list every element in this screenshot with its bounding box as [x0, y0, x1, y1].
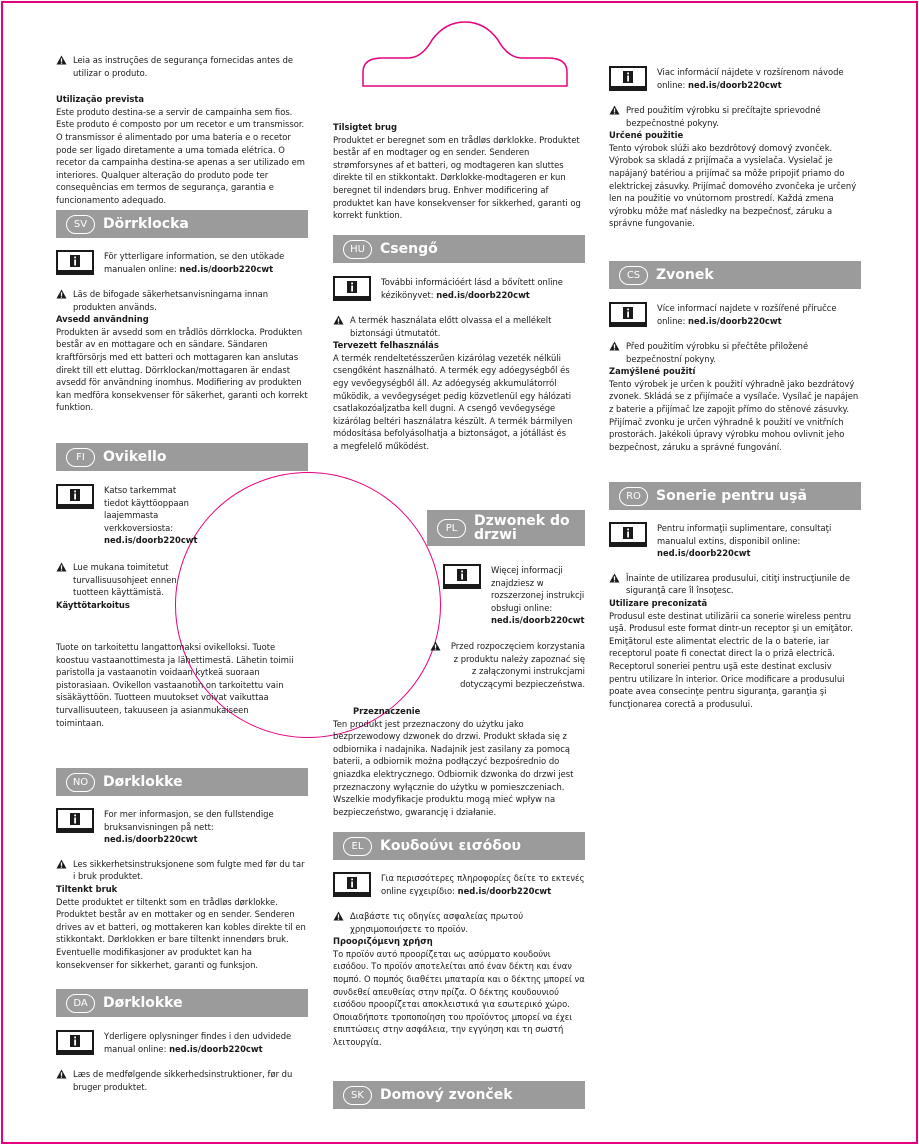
- sv-content: [56, 244, 308, 414]
- cs-content: [609, 296, 861, 453]
- warning-block: [333, 314, 585, 339]
- warning-text: A termék használata előtt olvassa el a mellékelt biztonsági útmutatót.: [350, 315, 552, 338]
- intended-use-text: Το προϊόν αυτό προορίζεται ως ασύρματο κουδούνι εισόδου. Το προϊόν αποτελείται από έναν δέκτη και έναν πομπό. Ο πομπός διαθέτει μπαταρία και ο δέκτης μπορεί να συνδεθεί απευθείας στην πρίζα. Ο δέκτης κουδουνιού εισόδου προορίζεται αποκλειστικά για εσωτερικό χώρο. Οποιαδήποτε τροποποίηση του προϊόντος μπορεί να έχει επιπτώσεις στην ασφάλεια, την εγγύηση και τη σωστή λειτουργία.: [333, 948, 585, 1047]
- intended-use-text: Produktet er beregnet som en trådløs dørklokke. Produktet består af en modtager og en sender. Senderen strømforsynes af et batteri, og modtageren kan sluttes direkte til en stikkontakt. Dørklokke-modtageren er kun beregnet til indendørs brug. Enhver modificering af produktet kan have konsekvenser for sikkerhed, garanti og korrekt funktion.: [333, 134, 581, 221]
- intended-use-text: Este produto destina-se a servir de campainha sem fios. Este produto é composto por um recetor e um transmissor. O transmissor é alimentado por uma bateria e o recetor pode ser ligado diretamente a uma tomada elétrica. O recetor da campainha destina-se apenas a ser utilizado em interiores. Qualquer alteração do produto pode ter consequências em termos de segurança, garantia e funcionamento adequado.: [56, 106, 305, 205]
- section-title: Zvonek: [656, 267, 714, 283]
- info-text: Pentru informaţii suplimentare, consultaţi manualul extins, disponibil online: ned.is/doorb220cwt: [657, 523, 832, 559]
- section-title: Dzwonek do drzwi: [474, 513, 570, 543]
- warning-triangle-icon: [56, 562, 67, 572]
- section-title: Sonerie pentru uşă: [656, 488, 807, 504]
- info-block: [609, 522, 861, 560]
- intended-use-title: Utilização prevista: [56, 94, 145, 105]
- section-header-no: [56, 768, 308, 796]
- warning-text: Läs de bifogade säkerhetsanvisningarna innan produkten används.: [73, 289, 269, 312]
- info-text: További információért lásd a bővített online kézikönyvet: ned.is/doorb220cwt: [381, 277, 563, 300]
- section-header-pl: [427, 510, 585, 546]
- info-text: Viac informácií nájdete v rozšírenom návode online: ned.is/doorb220cwt: [657, 67, 844, 90]
- warning-block: [56, 561, 196, 599]
- info-block: [56, 250, 308, 276]
- language-badge: RO: [619, 487, 648, 506]
- monitor-info-icon: [56, 484, 94, 510]
- intended-use-title: Przeznaczenie: [353, 706, 421, 716]
- warning-triangle-icon: [609, 341, 620, 351]
- language-badge: FI: [66, 448, 95, 467]
- intended-use-text: Produsul este destinat utilizării ca sonerie wireless pentru uşă. Produsul este format dintr-un receptor şi un emiţător. Emiţătorul este alimentat electric de la o baterie, iar receptorul poate fi conectat direct la o priză electrică. Receptorul soneriei pentru uşă este destinat exclusiv pentru utilizare în interior. Orice modificare a produsului poate avea consecinţe pentru siguranţa, garanţia şi funcţionarea corectă a produsului.: [609, 610, 853, 709]
- pl-intended: [333, 705, 585, 818]
- intended-use-title: Προοριζόμενη χρήση: [333, 936, 433, 947]
- warning-text: Les sikkerhetsinstruksjonene som fulgte med før du tar i bruk produktet.: [73, 858, 305, 882]
- monitor-info-icon: [333, 276, 371, 302]
- intended-use-text: Tento výrobok slúži ako bezdrôtový domový zvonček. Výrobok sa skladá z prijímača a vysielača. Vysielač je napájaný batériou a prijímač sa môže pripojiť priamo do elektrickej zásuvky. Prijímač domového zvončeka je určený len na použitie vo vnútornom prostredí. Každá zmena výrobku môže mať následky na bezpečnosť, záruku a správne fungovanie.: [609, 142, 857, 229]
- warning-triangle-icon: [333, 315, 344, 325]
- pt-warning: [56, 54, 308, 79]
- section-title: Κουδούνι εισόδου: [380, 838, 521, 854]
- manual-url: ned.is/doorb220cwt: [169, 1043, 263, 1054]
- warning-text: Leia as instruções de segurança fornecidas antes de utilizar o produto.: [73, 55, 294, 78]
- fi-content: [56, 478, 196, 611]
- warning-text: Læs de medfølgende sikkerhedsinstruktioner, før du bruger produktet.: [73, 1069, 293, 1092]
- language-badge: SV: [66, 215, 95, 234]
- warning-triangle-icon: [56, 289, 67, 299]
- intended-use-text: Produkten är avsedd som en trådlös dörrklocka. Produkten består av en mottagare och en sändare. Sändaren kraftförsörjs med ett batteri och mottagaren kan anslutas direkt till ett eluttag. Dörrklockan/mottagaren är endast avsedd för användning inomhus. Modifiering av produkten kan medföra konsekvenser för säkerhet, garanti och korrekt funktion.: [56, 326, 308, 413]
- manual-url: ned.is/doorb220cwt: [688, 315, 782, 326]
- el-content: [333, 866, 585, 1049]
- intended-use-text: Dette produktet er tiltenkt som en trådløs dørklokke. Produktet består av en mottaker og en sender. Senderen drives av et batteri, og mottakeren kan kobles direkte til en stikkontakt. Dørklokken er bare tiltenkt innendørs bruk. Eventuelle modifikasjoner av produktet kan ha konsekvenser for sikkerhet, garanti og funksjon.: [56, 896, 306, 970]
- monitor-info-icon: [609, 522, 647, 548]
- pl-info: [443, 564, 585, 627]
- intended-use-title: Käyttötarkoitus: [56, 599, 130, 610]
- hu-content: [333, 270, 585, 453]
- section-title: Dørklokke: [103, 774, 183, 790]
- language-badge: SK: [343, 1086, 372, 1105]
- manual-url: ned.is/doorb220cwt: [104, 834, 198, 845]
- intended-use-text: Tuote on tarkoitettu langattomaksi ovikelloksi. Tuote koostuu vastaanottimesta ja lähettimestä. Lähetin toimii paristolla ja vastaanotin voidaan kytkeä suoraan pistorasiaan. Ovikellon vastaanotin on tarkoitettu vain sisäkäyttöön. Tuotteen muutokset voivat vaikuttaa turvallisuuteen, takuuseen ja asianmukaiseen toimintaan.: [56, 642, 294, 728]
- section-header-ro: [609, 482, 861, 510]
- language-badge: EL: [343, 837, 372, 856]
- monitor-info-icon: [609, 302, 647, 328]
- language-badge: DA: [66, 994, 95, 1013]
- section-header-hu: [333, 235, 585, 263]
- manual-url: ned.is/doorb220cwt: [491, 615, 585, 626]
- info-text: For mer informasjon, se den fullstendige bruksanvisningen på nett: ned.is/doorb220cwt: [104, 809, 274, 845]
- warning-triangle-icon: [56, 1069, 67, 1079]
- cloud-cutout-outline: [360, 20, 570, 90]
- section-header-sv: [56, 210, 308, 238]
- language-badge: PL: [437, 519, 466, 538]
- monitor-info-icon: [443, 564, 481, 590]
- warning-text: Před použitím výrobku si přečtěte přiložené bezpečnostní pokyny.: [626, 341, 809, 364]
- pl-warning: [400, 640, 585, 690]
- no-content: [56, 802, 308, 971]
- warning-triangle-icon: [609, 105, 620, 115]
- section-title: Domový zvonček: [380, 1087, 513, 1103]
- warning-block: [609, 340, 861, 365]
- intended-use-title: Určené použitie: [609, 130, 684, 141]
- intended-use-title: Tervezett felhasználás: [333, 340, 439, 351]
- info-text: Katso tarkemmat tiedot käyttöoppaan laajemmasta verkkoversiosta: ned.is/doorb220cwt: [104, 485, 198, 546]
- info-text: För ytterligare information, se den utökade manualen online: ned.is/doorb220cwt: [104, 251, 285, 274]
- info-text: Yderligere oplysninger findes i den udvidede manual online: ned.is/doorb220cwt: [104, 1031, 292, 1054]
- manual-url: ned.is/doorb220cwt: [104, 535, 198, 546]
- intended-use-title: Utilizare preconizată: [609, 597, 708, 608]
- warning-triangle-icon: [609, 573, 620, 583]
- warning-text: Înainte de utilizarea produsului, citiţi instrucţiunile de siguranţă care îl însoţesc.: [626, 572, 850, 596]
- warning-triangle-icon: [430, 641, 441, 651]
- warning-triangle-icon: [56, 859, 67, 869]
- monitor-info-icon: [56, 808, 94, 834]
- warning-text: Lue mukana toimitetut turvallisuusohjeet ennen tuotteen käyttämistä.: [73, 561, 177, 598]
- column-left: [56, 54, 308, 207]
- info-text: Για περισσότερες πληροφορίες δείτε το εκτενές online εγχειρίδιο: ned.is/doorb220cwt: [381, 873, 585, 896]
- intended-use-title: Zamýšlené použití: [609, 366, 696, 377]
- warning-text: Przed rozpoczęciem korzystania z produktu należy zapoznać się z załączonymi instrukcjami dotyczącymi bezpieczeństwa.: [450, 641, 585, 689]
- warning-block: [333, 910, 585, 935]
- warning-text: Διαβάστε τις οδηγίες ασφαλείας πρωτού χρησιμοποιήσετε το προϊόν.: [350, 911, 524, 934]
- info-block: [609, 302, 861, 328]
- language-badge: CS: [619, 266, 648, 285]
- monitor-info-icon: [56, 250, 94, 276]
- intended-use-title: Avsedd användning: [56, 314, 149, 325]
- monitor-info-icon: [609, 66, 647, 92]
- section-header-cs: [609, 261, 861, 289]
- section-title: Csengő: [380, 241, 438, 257]
- info-block: [443, 564, 585, 627]
- sk-content: [609, 66, 861, 230]
- intended-use-text: A termék rendeltetésszerűen kizárólag vezeték nélküli csengőként használható. A termék egy adóegységből és egy vevőegységből áll. Az adóegység akkumulátorról működik, a vevőegységet pedig közvetlenül egy hálózati csatlakozóaljzatba kell dugni. A csengő vevőegysége kizárólag beltéri használatra készült. A termék bármilyen módosítása befolyásolhatja a biztonságot, a jótállást és a megfelelő működést.: [333, 352, 573, 451]
- language-badge: NO: [66, 773, 95, 792]
- manual-url: ned.is/doorb220cwt: [657, 548, 751, 559]
- info-block: [56, 808, 308, 846]
- manual-url: ned.is/doorb220cwt: [688, 79, 782, 90]
- info-block: [56, 1030, 308, 1056]
- info-block: [333, 276, 585, 302]
- language-badge: HU: [343, 240, 372, 259]
- warning-block: [56, 1068, 308, 1093]
- manual-url: ned.is/doorb220cwt: [436, 289, 530, 300]
- section-header-sk: [333, 1081, 585, 1109]
- warning-text: Pred použitím výrobku si prečítajte sprievodné bezpečnostné pokyny.: [626, 105, 821, 128]
- section-title: Ovikello: [103, 449, 167, 465]
- warning-block: [609, 104, 861, 129]
- info-text: Więcej informacji znajdziesz w rozszerzonej instrukcji obsługi online: ned.is/doorb220cwt: [491, 565, 585, 626]
- info-text: Více informací najdete v rozšířené příručce online: ned.is/doorb220cwt: [657, 303, 837, 326]
- intended-use-text: Tento výrobek je určen k použití výhradně jako bezdrátový zvonek. Skládá se z přijímače a vysílače. Vysílač je napájen z baterie a přijímač lze zapojit přímo do stěnové zásuvky. Přijímač zvonku je určen výhradně k použití ve vnitřních prostorách. Jakékoli úpravy výrobku mohou ovlivnit jeho bezpečnost, záruku a správné fungování.: [609, 378, 859, 452]
- section-header-el: [333, 832, 585, 860]
- warning-triangle-icon: [333, 911, 344, 921]
- warning-block: [56, 288, 308, 313]
- warning-block: [400, 640, 585, 690]
- warning-block: [609, 572, 861, 597]
- warning-triangle-icon: [56, 55, 67, 65]
- section-header-da: [56, 989, 308, 1017]
- intended-use-title: Tilsigtet brug: [333, 122, 397, 132]
- ro-content: [609, 516, 861, 710]
- manual-url: ned.is/doorb220cwt: [179, 263, 274, 274]
- manual-url: ned.is/doorb220cwt: [457, 885, 552, 896]
- section-title: Dørklokke: [103, 995, 183, 1011]
- section-title: Dörrklocka: [103, 216, 189, 232]
- da-content: [56, 1024, 308, 1093]
- info-block: [609, 66, 861, 92]
- fi-intended-text: [56, 641, 296, 729]
- warning-block: [56, 858, 308, 883]
- intended-use-title: Tiltenkt bruk: [56, 883, 118, 894]
- da-continued: [333, 121, 585, 222]
- intended-use-text: Ten produkt jest przeznaczony do użytku jako bezprzewodowy dzwonek do drzwi. Produkt składa się z odbiornika i nadajnika. Nadajnik jest zasilany za pomocą baterii, a odbiornik można podłączyć bezpośrednio do gniazdka elektrycznego. Odbiornik dzwonka do drzwi jest przeznaczony wyłącznie do użytku w pomieszczeniach. Wszelkie modyfikacje produktu mogą mieć wpływ na bezpieczeństwo, gwarancję i działanie.: [333, 718, 574, 817]
- monitor-info-icon: [56, 1030, 94, 1056]
- monitor-info-icon: [333, 872, 371, 898]
- info-block: [333, 872, 585, 898]
- info-block: [56, 484, 196, 547]
- section-header-fi: [56, 443, 308, 471]
